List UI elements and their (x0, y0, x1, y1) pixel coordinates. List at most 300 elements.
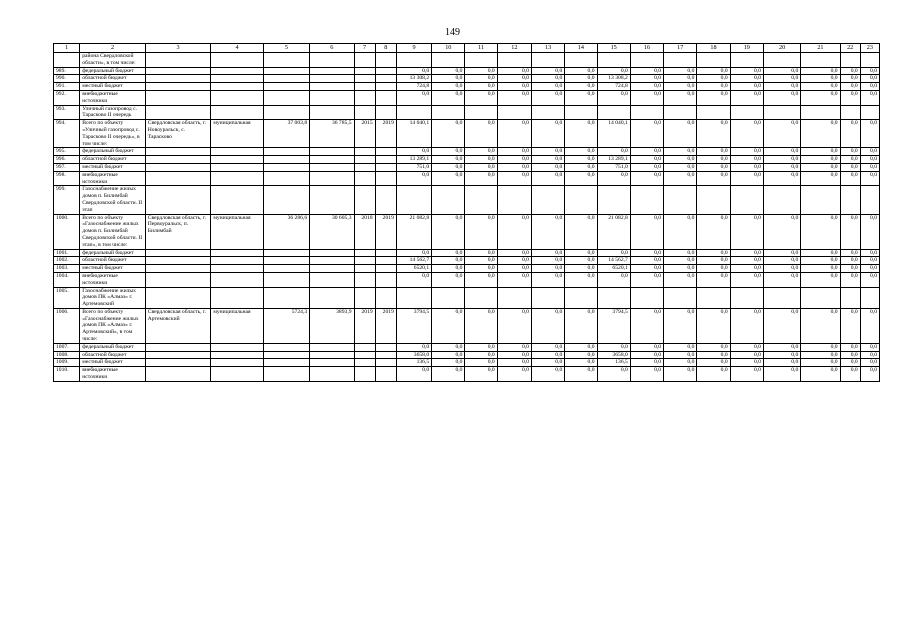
row-value: 0,0 (840, 343, 860, 351)
row-value (396, 287, 431, 308)
row-value: 0,0 (763, 265, 800, 273)
row-value: 0,0 (801, 83, 840, 91)
row-start-year (354, 272, 375, 287)
row-value: 0,0 (860, 171, 879, 186)
row-value: 0,0 (840, 308, 860, 343)
column-header: 22 (840, 44, 860, 53)
table-row (54, 287, 880, 308)
row-value (664, 105, 697, 120)
row-value: 0,0 (497, 163, 531, 171)
row-value: 0,0 (801, 359, 840, 367)
page-number: 149 (445, 27, 460, 38)
row-value: 0,0 (860, 90, 879, 105)
row-total-cost (263, 148, 309, 156)
row-value: 0,0 (860, 351, 879, 359)
row-value: 0,0 (730, 163, 763, 171)
row-end-year (375, 272, 396, 287)
row-value (630, 186, 663, 214)
row-start-year: 2019 (354, 308, 375, 343)
row-remaining-cost (310, 265, 354, 273)
row-value: 724,8 (597, 83, 630, 91)
row-name: федеральный бюджет (80, 67, 146, 75)
row-value: 0,0 (763, 214, 800, 249)
row-value: 0,0 (465, 272, 497, 287)
row-value: 0,0 (565, 214, 597, 249)
row-value: 0,0 (597, 272, 630, 287)
row-value (840, 186, 860, 214)
row-number (54, 53, 80, 68)
row-value: 0,0 (531, 367, 564, 382)
row-value (597, 186, 630, 214)
row-total-cost (263, 163, 309, 171)
row-remaining-cost (310, 272, 354, 287)
row-value: 0,0 (432, 308, 465, 343)
row-number: 1010. (54, 367, 80, 382)
row-value (531, 53, 564, 68)
row-value: 0,0 (664, 120, 697, 148)
row-value (565, 105, 597, 120)
row-value: 0,0 (840, 163, 860, 171)
row-value: 0,0 (730, 120, 763, 148)
row-location (145, 53, 211, 68)
table-row (54, 367, 880, 382)
row-value: 0,0 (730, 351, 763, 359)
row-value (860, 186, 879, 214)
row-value: 0,0 (840, 359, 860, 367)
row-value: 0,0 (597, 367, 630, 382)
table-row (54, 53, 880, 68)
row-value (664, 53, 697, 68)
row-end-year (375, 83, 396, 91)
row-value (497, 287, 531, 308)
row-value (565, 53, 597, 68)
row-value: 0,0 (840, 67, 860, 75)
row-remaining-cost (310, 343, 354, 351)
row-name: областной бюджет (80, 257, 146, 265)
row-total-cost (263, 75, 309, 83)
row-start-year (354, 367, 375, 382)
row-value: 3658,0 (396, 351, 431, 359)
row-value: 13 289,1 (597, 156, 630, 164)
row-value: 0,0 (840, 120, 860, 148)
row-value: 0,0 (730, 148, 763, 156)
row-value: 0,0 (664, 272, 697, 287)
row-value: 0,0 (860, 120, 879, 148)
row-remaining-cost (310, 186, 354, 214)
row-number: 994. (54, 120, 80, 148)
row-value: 0,0 (630, 148, 663, 156)
column-header: 19 (730, 44, 763, 53)
row-value: 0,0 (697, 75, 730, 83)
row-value: 0,0 (840, 75, 860, 83)
row-value: 0,0 (630, 257, 663, 265)
row-value: 0,0 (531, 214, 564, 249)
row-value: 6520,1 (396, 265, 431, 273)
row-value: 0,0 (465, 367, 497, 382)
row-end-year (375, 105, 396, 120)
row-value: 0,0 (465, 90, 497, 105)
row-value (531, 287, 564, 308)
column-header: 4 (211, 44, 263, 53)
row-value: 13 289,1 (396, 156, 431, 164)
row-value: 0,0 (801, 163, 840, 171)
table-row (54, 214, 880, 249)
column-header: 2 (80, 44, 146, 53)
row-ownership (211, 105, 263, 120)
row-total-cost (263, 156, 309, 164)
row-value (763, 53, 800, 68)
row-total-cost (263, 343, 309, 351)
row-number: 998. (54, 171, 80, 186)
row-ownership (211, 75, 263, 83)
row-name: Всего по объекту «Газоснабжение жилых домов ПК «Алмаз» г. Артемовский», в том числе: (80, 308, 146, 343)
row-value: 0,0 (465, 214, 497, 249)
row-number: 991. (54, 83, 80, 91)
row-value (730, 105, 763, 120)
row-value: 0,0 (565, 148, 597, 156)
row-ownership (211, 83, 263, 91)
row-number: 1004. (54, 272, 80, 287)
row-remaining-cost (310, 257, 354, 265)
row-value: 0,0 (697, 257, 730, 265)
row-value: 0,0 (840, 249, 860, 257)
column-header: 16 (630, 44, 663, 53)
row-value (630, 287, 663, 308)
row-value (597, 287, 630, 308)
row-ownership (211, 367, 263, 382)
row-value: 0,0 (860, 75, 879, 83)
row-total-cost (263, 351, 309, 359)
row-value: 0,0 (697, 120, 730, 148)
row-start-year (354, 67, 375, 75)
row-remaining-cost (310, 75, 354, 83)
table-body (54, 44, 880, 382)
row-value: 0,0 (697, 83, 730, 91)
row-value: 0,0 (763, 163, 800, 171)
row-value: 0,0 (664, 83, 697, 91)
row-location (145, 367, 211, 382)
row-value: 13 308,2 (597, 75, 630, 83)
row-value: 0,0 (697, 249, 730, 257)
row-value: 0,0 (801, 343, 840, 351)
row-remaining-cost (310, 351, 354, 359)
row-value: 0,0 (465, 83, 497, 91)
row-value: 0,0 (497, 257, 531, 265)
row-value: 0,0 (860, 308, 879, 343)
row-value: 0,0 (565, 75, 597, 83)
row-value: 0,0 (497, 120, 531, 148)
row-value: 0,0 (860, 156, 879, 164)
row-value: 0,0 (801, 148, 840, 156)
row-value: 21 082,8 (396, 214, 431, 249)
row-value: 14 040,1 (597, 120, 630, 148)
row-name: Всего по объекту «Газоснабжение жилых домов п. Билимбай Свердловской области. II этап», в том числе: (80, 214, 146, 249)
row-value: 0,0 (531, 351, 564, 359)
table-row (54, 257, 880, 265)
row-value: 0,0 (697, 90, 730, 105)
row-value (565, 287, 597, 308)
row-number: 1007. (54, 343, 80, 351)
row-value: 0,0 (497, 249, 531, 257)
column-header: 8 (375, 44, 396, 53)
row-value: 0,0 (630, 249, 663, 257)
row-value: 0,0 (697, 359, 730, 367)
row-start-year (354, 83, 375, 91)
row-value: 0,0 (565, 67, 597, 75)
row-ownership (211, 351, 263, 359)
row-value: 0,0 (664, 90, 697, 105)
row-value: 0,0 (801, 67, 840, 75)
row-total-cost: 37 003,8 (263, 120, 309, 148)
row-value: 0,0 (697, 272, 730, 287)
row-value: 0,0 (630, 359, 663, 367)
row-value (396, 186, 431, 214)
row-value: 0,0 (664, 308, 697, 343)
row-ownership (211, 90, 263, 105)
row-value: 0,0 (597, 343, 630, 351)
row-value: 136,5 (597, 359, 630, 367)
row-name: областной бюджет (80, 156, 146, 164)
row-value: 0,0 (465, 257, 497, 265)
column-header: 23 (860, 44, 879, 53)
row-location (145, 156, 211, 164)
row-value: 0,0 (432, 257, 465, 265)
row-number: 1000. (54, 214, 80, 249)
row-value (565, 186, 597, 214)
column-header: 15 (597, 44, 630, 53)
row-value: 0,0 (497, 343, 531, 351)
row-value (432, 105, 465, 120)
table-row (54, 75, 880, 83)
row-value (801, 186, 840, 214)
column-header: 7 (354, 44, 375, 53)
row-value: 0,0 (396, 249, 431, 257)
row-start-year (354, 53, 375, 68)
row-end-year (375, 359, 396, 367)
row-number: 989. (54, 67, 80, 75)
row-value: 0,0 (497, 308, 531, 343)
row-start-year (354, 105, 375, 120)
row-value: 0,0 (730, 272, 763, 287)
row-value (465, 287, 497, 308)
row-value: 0,0 (730, 257, 763, 265)
row-value: 0,0 (860, 148, 879, 156)
row-total-cost (263, 67, 309, 75)
row-start-year (354, 156, 375, 164)
column-header: 6 (310, 44, 354, 53)
row-value: 0,0 (763, 171, 800, 186)
row-value: 0,0 (497, 272, 531, 287)
row-value: 0,0 (840, 214, 860, 249)
column-header: 12 (497, 44, 531, 53)
row-value (465, 105, 497, 120)
row-end-year (375, 367, 396, 382)
row-value (597, 53, 630, 68)
row-value: 0,0 (730, 265, 763, 273)
row-value: 0,0 (730, 67, 763, 75)
row-total-cost (263, 83, 309, 91)
row-value: 0,0 (801, 367, 840, 382)
row-ownership (211, 249, 263, 257)
row-ownership (211, 257, 263, 265)
row-value (840, 53, 860, 68)
table-row (54, 359, 880, 367)
row-number: 995. (54, 148, 80, 156)
row-value: 0,0 (730, 156, 763, 164)
row-total-cost (263, 249, 309, 257)
row-name: Газоснабжение жилых домов п. Билимбай Свердловской области. II этап (80, 186, 146, 214)
row-ownership (211, 343, 263, 351)
row-value: 0,0 (697, 156, 730, 164)
row-value: 0,0 (697, 367, 730, 382)
row-value: 14 562,7 (597, 257, 630, 265)
row-value: 0,0 (801, 308, 840, 343)
row-total-cost (263, 367, 309, 382)
row-number: 1003. (54, 265, 80, 273)
row-value: 0,0 (497, 90, 531, 105)
row-value (860, 53, 879, 68)
column-header: 9 (396, 44, 431, 53)
row-number: 999. (54, 186, 80, 214)
row-value: 0,0 (465, 351, 497, 359)
row-total-cost (263, 171, 309, 186)
row-value: 751,0 (597, 163, 630, 171)
column-header: 21 (801, 44, 840, 53)
row-start-year (354, 265, 375, 273)
row-value: 0,0 (497, 367, 531, 382)
row-location (145, 343, 211, 351)
row-value: 0,0 (432, 67, 465, 75)
row-value: 0,0 (664, 249, 697, 257)
row-value: 0,0 (630, 308, 663, 343)
row-start-year (354, 343, 375, 351)
row-value: 0,0 (630, 367, 663, 382)
row-value (697, 287, 730, 308)
row-value: 0,0 (697, 351, 730, 359)
row-value: 0,0 (801, 120, 840, 148)
row-end-year (375, 163, 396, 171)
table-row (54, 265, 880, 273)
row-value: 0,0 (860, 249, 879, 257)
row-value: 0,0 (565, 171, 597, 186)
table-row (54, 308, 880, 343)
row-value: 0,0 (396, 148, 431, 156)
row-value: 0,0 (697, 308, 730, 343)
row-name: федеральный бюджет (80, 148, 146, 156)
row-number: 1009. (54, 359, 80, 367)
row-value: 0,0 (664, 359, 697, 367)
row-end-year: 2019 (375, 308, 396, 343)
row-value: 0,0 (396, 272, 431, 287)
row-value: 0,0 (465, 67, 497, 75)
row-value (597, 105, 630, 120)
row-value: 0,0 (801, 257, 840, 265)
row-value: 0,0 (763, 308, 800, 343)
row-value (396, 53, 431, 68)
row-value: 0,0 (565, 367, 597, 382)
row-value: 0,0 (860, 214, 879, 249)
row-value: 0,0 (697, 265, 730, 273)
column-header: 18 (697, 44, 730, 53)
row-ownership (211, 186, 263, 214)
budget-table (53, 43, 880, 382)
row-end-year (375, 287, 396, 308)
row-end-year (375, 75, 396, 83)
row-value: 0,0 (664, 163, 697, 171)
row-value: 0,0 (432, 90, 465, 105)
row-value (730, 287, 763, 308)
row-value: 0,0 (730, 308, 763, 343)
row-start-year (354, 90, 375, 105)
row-value (697, 186, 730, 214)
table-row (54, 148, 880, 156)
row-value: 0,0 (597, 67, 630, 75)
row-value (840, 287, 860, 308)
row-value: 0,0 (730, 214, 763, 249)
row-name: областной бюджет (80, 75, 146, 83)
row-value: 0,0 (763, 359, 800, 367)
row-value: 0,0 (396, 171, 431, 186)
row-value: 0,0 (396, 67, 431, 75)
row-ownership (211, 265, 263, 273)
table-row (54, 343, 880, 351)
row-value: 0,0 (531, 343, 564, 351)
row-value: 0,0 (465, 171, 497, 186)
row-value (763, 105, 800, 120)
row-location (145, 67, 211, 75)
row-value: 0,0 (840, 90, 860, 105)
row-total-cost (263, 53, 309, 68)
row-value (840, 105, 860, 120)
row-remaining-cost (310, 83, 354, 91)
row-value: 0,0 (630, 163, 663, 171)
row-value: 0,0 (664, 257, 697, 265)
row-value: 0,0 (801, 156, 840, 164)
row-value: 0,0 (664, 351, 697, 359)
row-remaining-cost (310, 163, 354, 171)
row-value (801, 287, 840, 308)
header-row (54, 44, 880, 53)
row-value: 0,0 (763, 249, 800, 257)
row-value: 0,0 (860, 163, 879, 171)
row-name: внебюджетные источники (80, 367, 146, 382)
row-value: 0,0 (840, 171, 860, 186)
row-value: 0,0 (531, 75, 564, 83)
row-value: 0,0 (763, 120, 800, 148)
row-value: 0,0 (497, 156, 531, 164)
row-value (801, 53, 840, 68)
row-value: 0,0 (763, 83, 800, 91)
row-value: 0,0 (432, 120, 465, 148)
row-value: 0,0 (531, 148, 564, 156)
row-name: Всего по объекту «Уличный газопровод с. Тарасково II очередь», в том числе: (80, 120, 146, 148)
row-location (145, 163, 211, 171)
row-value: 0,0 (565, 308, 597, 343)
row-value: 0,0 (630, 156, 663, 164)
row-value (432, 287, 465, 308)
row-value: 0,0 (840, 148, 860, 156)
row-value: 0,0 (497, 75, 531, 83)
row-value: 0,0 (664, 343, 697, 351)
row-value: 0,0 (531, 67, 564, 75)
row-value: 0,0 (763, 257, 800, 265)
row-value: 0,0 (730, 83, 763, 91)
row-value: 0,0 (860, 359, 879, 367)
row-value: 3658,0 (597, 351, 630, 359)
row-location: Свердловская область, г. Новоуральск, с. Тарасково (145, 120, 211, 148)
row-total-cost (263, 257, 309, 265)
row-value: 0,0 (497, 148, 531, 156)
